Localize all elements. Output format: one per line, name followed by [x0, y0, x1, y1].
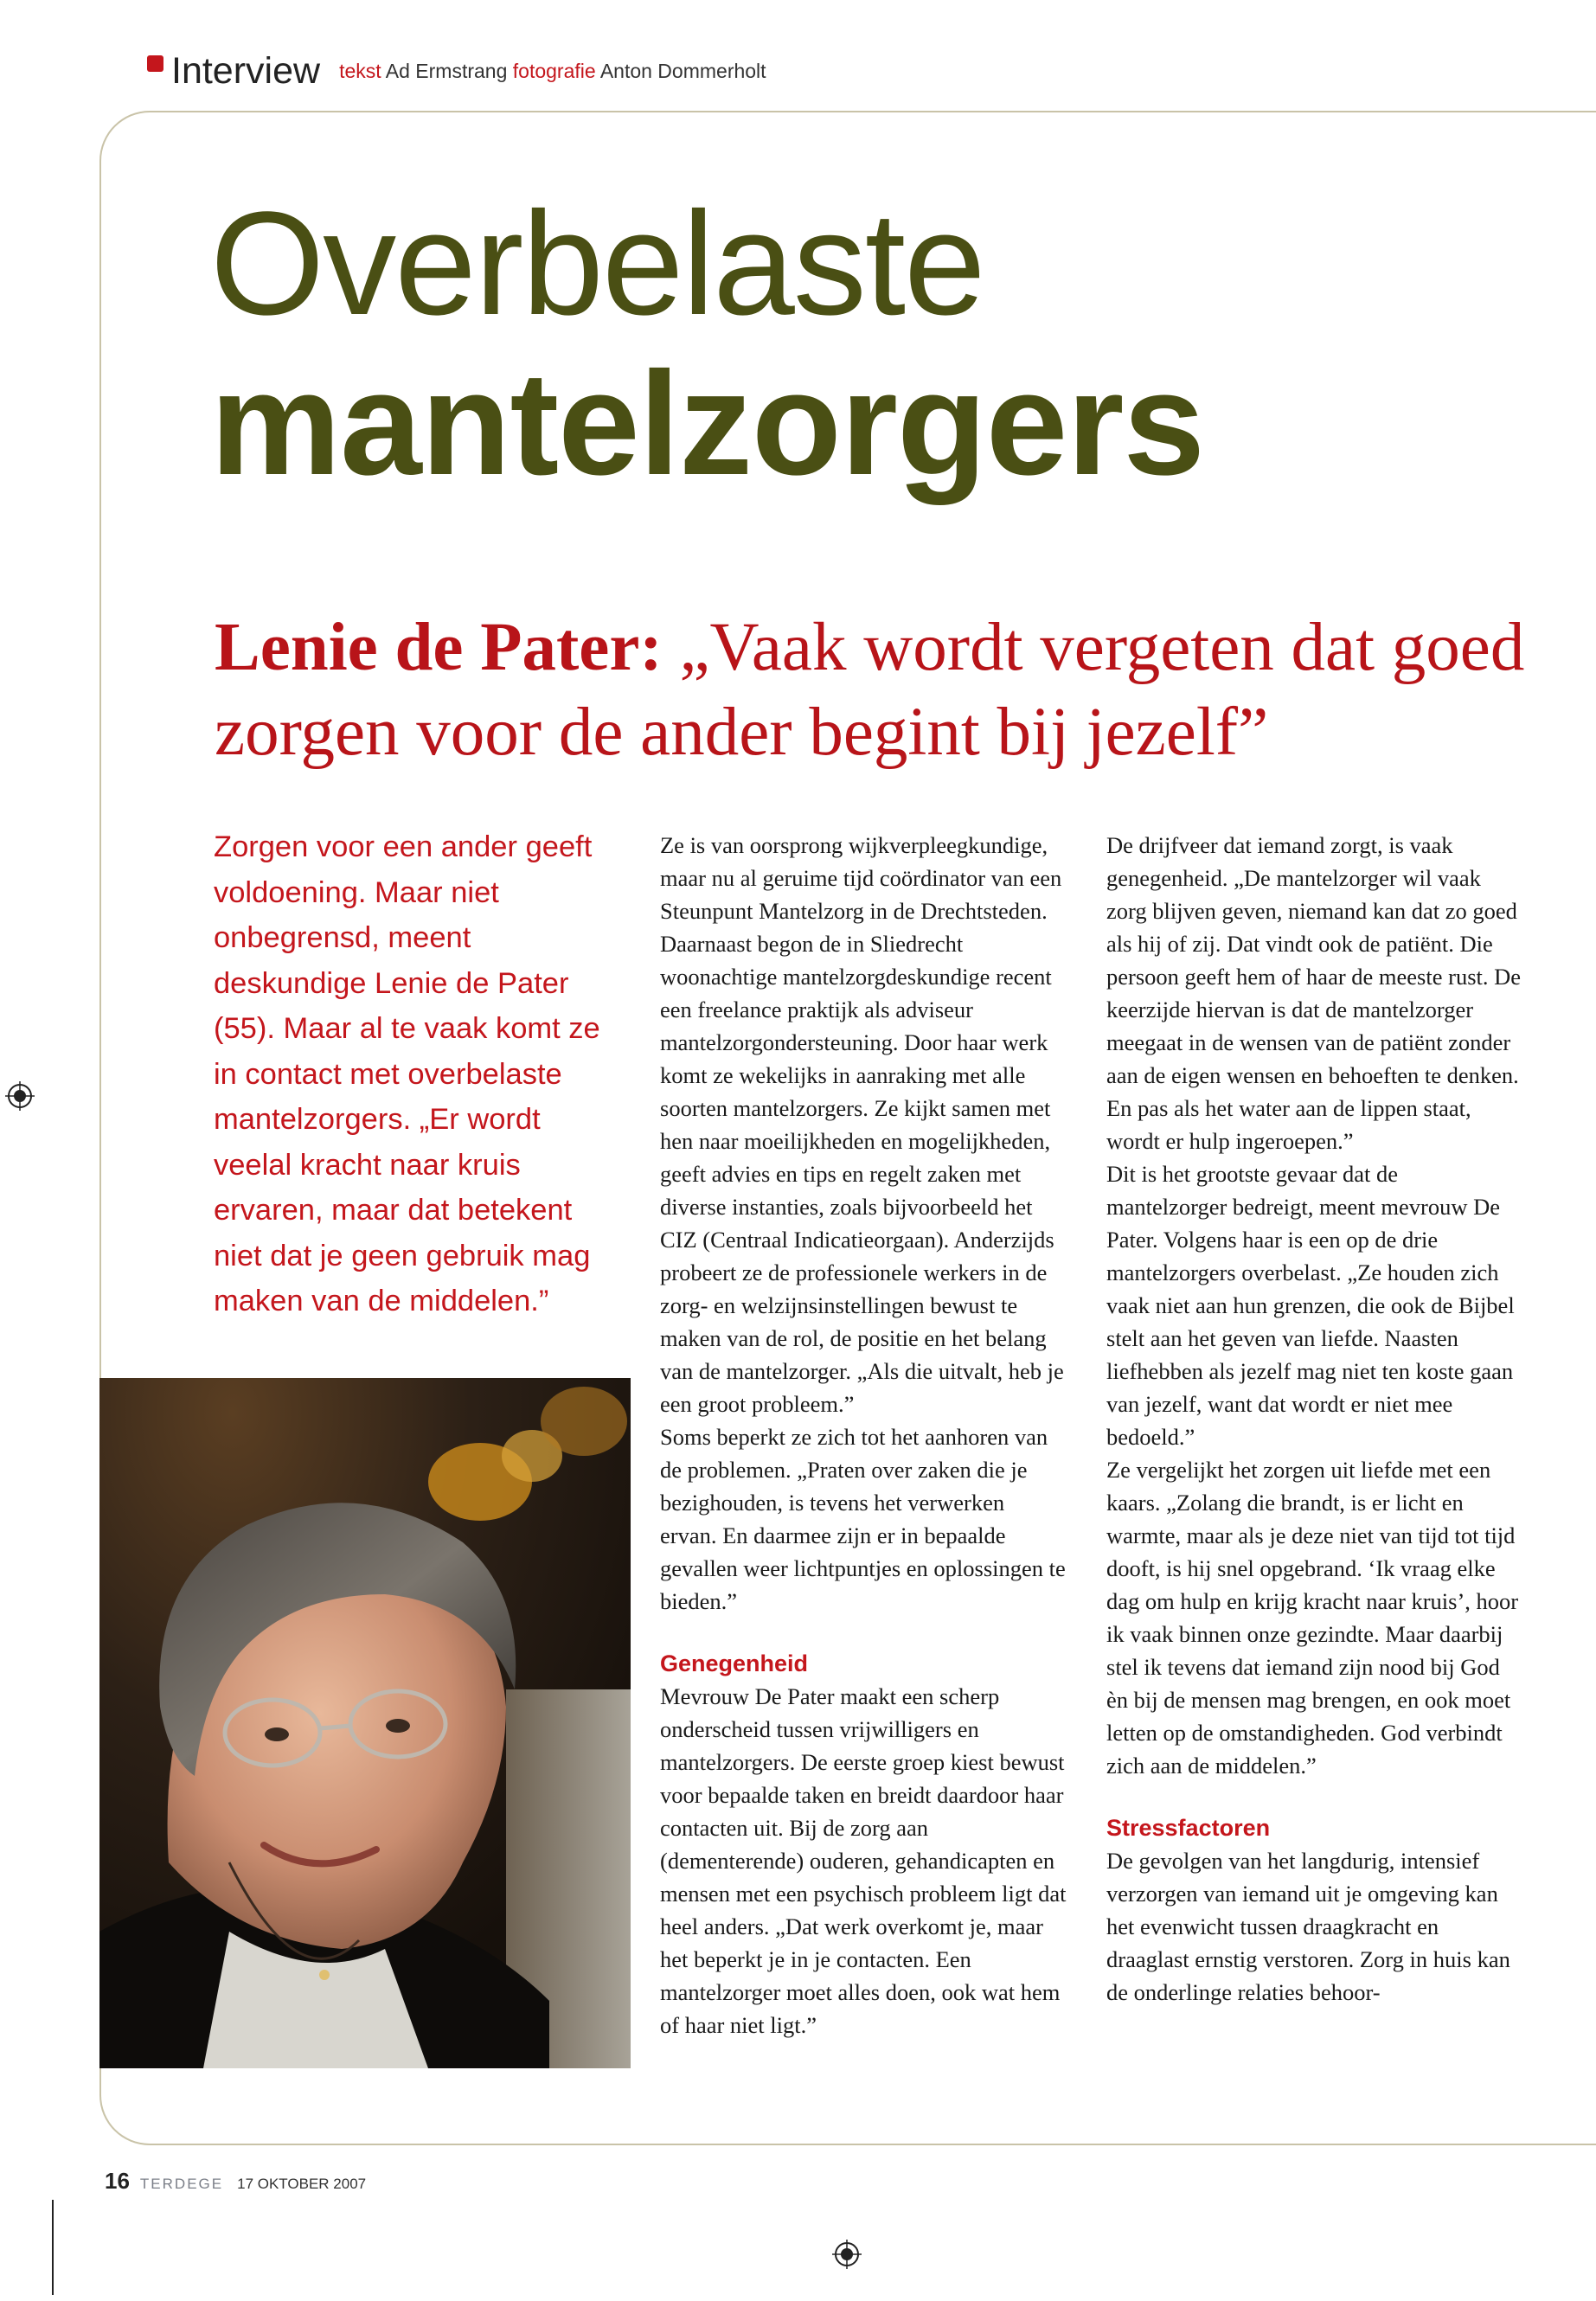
heading-stressfactoren: Stressfactoren [1106, 1815, 1271, 1841]
portrait-photo [99, 1378, 631, 2068]
credits [339, 60, 766, 82]
credit-photo-author: Anton Dommerholt [599, 60, 766, 82]
subtitle-name: Lenie de Pater: [215, 610, 663, 685]
section-label: Interview [171, 50, 321, 92]
paragraph: De drijfveer dat iemand zorgt, is vaak genegenheid. „De mantelzorger wil vaak zorg blijven geven, niemand kan dat zo goed als hij of zij. Dat vindt ook de patiënt. Die persoon geeft hem of haar de meeste rust. De keerzijde hiervan is dat de mantelzorger meegaat in de wensen van de patiënt zonder aan de eigen wensen en behoeften te denken. En pas als het water aan de lippen staat, wordt er hulp ingeroepen.” [1106, 832, 1522, 1154]
magazine-name: TERDEGE [139, 2176, 224, 2192]
issue-date: 17 OKTOBER 2007 [237, 2176, 367, 2192]
crop-mark [52, 2200, 54, 2295]
title-line-2: mantelzorgers [210, 342, 1205, 506]
registration-mark-icon [832, 2240, 862, 2269]
page-footer [105, 2168, 366, 2195]
paragraph: De gevolgen van het langdurig, intensief verzorgen van iemand uit je omgeving kan het evenwicht tussen draagkracht en draaglast ernstig verstoren. Zorg in huis kan de onderlinge relaties behoor- [1106, 1848, 1510, 2005]
lead-paragraph [214, 824, 620, 1324]
paragraph: Ze is van oorsprong wijkverpleegkundige, maar nu al geruime tijd coördinator van een Steunpunt Mantelzorg in de Drechtsteden. Daarnaast begon de in Sliedrecht woonachtige mantelzorgdeskundige recent een freelance praktijk als adviseur mantelzorgondersteuning. Door haar werk komt ze wekelijks in aanraking met alle soorten mantelzorgers. Ze kijkt samen met hen naar moeilijkheden en mogelijkheden, geeft advies en tips en regelt zaken met diverse instanties, zoals bijvoorbeeld het CIZ (Centraal Indicatieorgaan). Anderzijds probeert ze de professionele werkers in de zorg- en welzijnsinstellingen bewust te maken van de rol, de positie en het belang van de mantelzorger. „Als die uitvalt, heb je een groot probleem.” [660, 832, 1064, 1417]
subtitle [215, 606, 1564, 775]
heading-genegenheid: Genegenheid [660, 1650, 809, 1676]
section-marker-icon [147, 55, 163, 72]
page-header [147, 50, 766, 93]
paragraph: Mevrouw De Pater maakt een scherp onderscheid tussen vrijwilligers en mantelzorgers. De eerste groep kiest bewust voor bepaalde taken en breidt daardoor haar contacten uit. Bij de zorg aan (dementerende) ouderen, gehandicapten en mensen met een psychisch probleem ligt dat heel anders. „Dat werk overkomt je, maar het beperkt je in je contacten. Een mantelzorger moet alles doen, ook wat hem of haar niet ligt.” [660, 1683, 1067, 2038]
credit-text-label: tekst [339, 60, 381, 82]
subtitle-quote: „Vaak wordt vergeten dat goed zorgen voor de ander begint bij jezelf” [215, 610, 1525, 770]
page-number: 16 [105, 2168, 130, 2194]
title-line-1: Overbelaste [210, 182, 984, 346]
registration-mark-icon [5, 1081, 35, 1111]
paragraph: Ze vergelijkt het zorgen uit liefde met een kaars. „Zolang die brandt, is er licht en warmte, maar als je deze niet van tijd tot tijd dooft, is hij snel opgebrand. ‘Ik vraag elke dag om hulp en krijg kracht naar kruis’, hoor ik vaak binnen onze gezindte. Maar daarbij stel ik tevens dat iemand zijn nood bij God èn bij de mensen mag brengen, en ook moet letten op de omstandigheden. God verbindt zich aan de middelen.” [1106, 1457, 1519, 1779]
credit-text-author: Ad Ermstrang [385, 60, 508, 82]
article-column-1 [660, 829, 1067, 2041]
paragraph: Dit is het grootste gevaar dat de mantelzorger bedreigt, meent mevrouw De Pater. Volgens haar is een op de drie mantelzorgers overbelast. „Ze houden zich vaak niet aan hun grenzen, die ook de Bijbel stelt aan het geven van liefde. Naasten liefhebben als jezelf mag niet ten koste gaan van jezelf, want dat wordt er niet mee bedoeld.” [1106, 1161, 1515, 1450]
paragraph: Soms beperkt ze zich tot het aanhoren van de problemen. „Praten over zaken die je bezighouden, is tevens het verwerken ervan. En daarmee zijn er in bepaalde gevallen weer lichtpuntjes en oplossingen te bieden.” [660, 1424, 1066, 1614]
lead-text: Zorgen voor een ander geeft voldoening. Maar niet onbegrensd, meent deskundige Lenie de Pater (55). Maar al te vaak komt ze in contact met overbelaste mantelzorgers. „Er wordt veelal kracht naar kruis ervaren, maar dat betekent niet dat je geen gebruik mag maken van de middelen.” [214, 830, 600, 1317]
article-column-2 [1106, 829, 1522, 2009]
credit-photo-label: fotografie [512, 60, 596, 82]
